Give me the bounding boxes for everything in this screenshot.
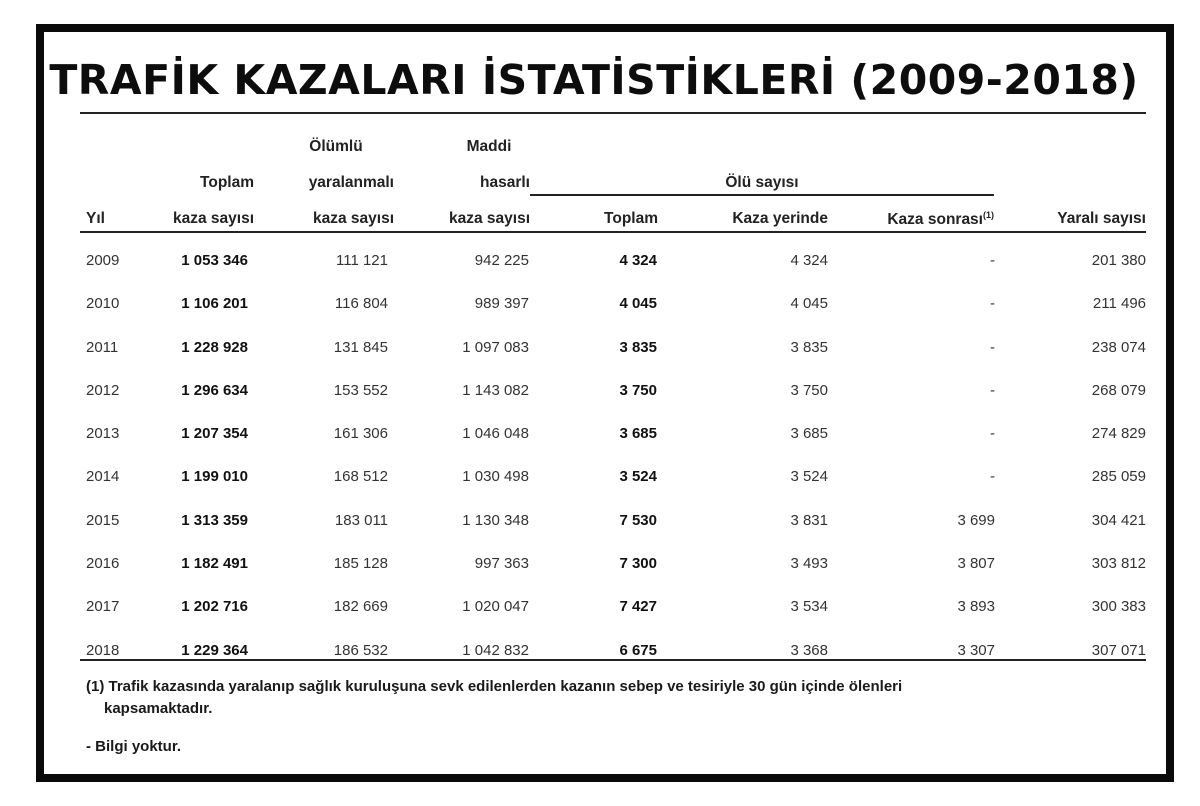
- table-row: [44, 286, 1154, 329]
- cell-year: 2009: [86, 252, 120, 269]
- table-row: [44, 503, 1154, 546]
- cell-toplam-kaza: 1 053 346: [181, 252, 248, 269]
- header-toplam-kaza-line1: Toplam: [200, 174, 254, 191]
- cell-yarali: 300 383: [1091, 598, 1146, 616]
- cell-olu-sonrasi: -: [990, 295, 995, 313]
- cell-yarali: 285 059: [1091, 468, 1146, 486]
- cell-olu-sonrasi: -: [990, 381, 995, 399]
- cell-olu-toplam: 7 300: [619, 555, 657, 573]
- header-rule: [80, 231, 1146, 233]
- cell-toplam-kaza: 1 229 364: [181, 641, 248, 659]
- cell-maddi-kaza: 997 363: [474, 555, 529, 573]
- olu-group-rule: [530, 194, 994, 196]
- cell-year: 2016: [86, 555, 120, 573]
- cell-yarali: 307 071: [1091, 641, 1146, 659]
- table-row: [44, 416, 1154, 459]
- cell-olu-sonrasi: -: [990, 338, 995, 356]
- page-title: TRAFİK KAZALARI İSTATİSTİKLERİ (2009-2018): [49, 56, 1139, 104]
- cell-year: 2014: [86, 468, 120, 486]
- cell-olu-sonrasi: -: [990, 252, 995, 269]
- table-row: [44, 546, 1154, 589]
- cell-olu-yerinde: 3 685: [790, 425, 828, 443]
- cell-olu-sonrasi: 3 699: [957, 511, 995, 529]
- cell-olu-yerinde: 3 835: [790, 338, 828, 356]
- cell-olu-yerinde: 3 493: [790, 555, 828, 573]
- cell-olu-toplam: 7 427: [619, 598, 657, 616]
- cell-toplam-kaza: 1 106 201: [181, 295, 248, 313]
- cell-maddi-kaza: 1 130 348: [462, 511, 529, 529]
- cell-olumlu-kaza: 182 669: [333, 598, 388, 616]
- table-body: [44, 243, 1154, 676]
- cell-maddi-kaza: 1 020 047: [462, 598, 529, 616]
- header-maddi-line2: hasarlı: [480, 174, 530, 191]
- table-bottom-rule: [80, 659, 1146, 661]
- cell-yarali: 268 079: [1091, 381, 1146, 399]
- cell-maddi-kaza: 1 143 082: [462, 381, 529, 399]
- cell-olumlu-kaza: 131 845: [333, 338, 388, 356]
- cell-olu-sonrasi: 3 307: [957, 641, 995, 659]
- cell-toplam-kaza: 1 182 491: [181, 555, 248, 573]
- cell-yarali: 211 496: [1092, 295, 1146, 313]
- cell-olu-yerinde: 3 750: [790, 381, 828, 399]
- cell-maddi-kaza: 1 042 832: [462, 641, 529, 659]
- cell-olu-yerinde: 3 524: [790, 468, 828, 486]
- header-maddi-line3: kaza sayısı: [448, 210, 530, 227]
- cell-year: 2017: [86, 598, 120, 616]
- cell-olu-toplam: 7 530: [619, 511, 657, 529]
- cell-olu-sonrasi: 3 807: [957, 555, 995, 573]
- cell-olu-yerinde: 4 324: [790, 252, 828, 269]
- cell-olumlu-kaza: 183 011: [334, 511, 388, 529]
- cell-olu-yerinde: 3 368: [790, 641, 828, 659]
- cell-year: 2018: [86, 641, 120, 659]
- header-olu-group: Ölü sayısı: [725, 174, 799, 191]
- header-olu-sonrasi: Kaza sonrası$^{(1)}$: [887, 210, 994, 229]
- header-maddi-line1: Maddi: [466, 138, 512, 155]
- footnote-1-line1: (1) Trafik kazasında yaralanıp sağlık kuruluşuna sevk edilenlerden kazanın sebep ve tesiriyle 30 gün içinde ölenleri: [86, 678, 903, 695]
- cell-olu-toplam: 4 324: [619, 252, 657, 269]
- cell-year: 2015: [86, 511, 120, 529]
- table-row: [44, 589, 1154, 632]
- cell-toplam-kaza: 1 207 354: [181, 425, 248, 443]
- footnote-ref: (1): [983, 210, 994, 220]
- cell-yarali: 303 812: [1091, 555, 1146, 573]
- cell-olumlu-kaza: 168 512: [333, 468, 388, 486]
- table-row: [44, 459, 1154, 502]
- cell-olu-toplam: 3 750: [619, 381, 657, 399]
- footnote-1-line2: kapsamaktadır.: [104, 700, 213, 717]
- cell-toplam-kaza: 1 199 010: [181, 468, 248, 486]
- cell-maddi-kaza: 1 097 083: [462, 338, 529, 356]
- table-row: [44, 243, 1154, 286]
- cell-olumlu-kaza: 186 532: [333, 641, 388, 659]
- cell-olu-sonrasi: -: [990, 425, 995, 443]
- document-frame: [36, 24, 1174, 782]
- cell-year: 2013: [86, 425, 120, 443]
- cell-olu-toplam: 3 835: [619, 338, 657, 356]
- cell-olu-sonrasi: -: [990, 468, 995, 486]
- footnote-2: - Bilgi yoktur.: [86, 738, 182, 755]
- header-yil: Yıl: [86, 210, 105, 227]
- cell-olumlu-kaza: 185 128: [333, 555, 388, 573]
- cell-olumlu-kaza: 111 121: [336, 252, 388, 269]
- cell-olu-yerinde: 4 045: [790, 295, 828, 313]
- table-row: [44, 373, 1154, 416]
- cell-olu-toplam: 3 685: [619, 425, 657, 443]
- cell-olumlu-kaza: 161 306: [333, 425, 388, 443]
- cell-olu-yerinde: 3 534: [790, 598, 828, 616]
- cell-olumlu-kaza: 116 804: [334, 295, 388, 313]
- title-rule: [80, 112, 1146, 114]
- cell-yarali: 201 380: [1091, 252, 1146, 269]
- header-olumlu-line1: Ölümlü: [309, 138, 363, 155]
- cell-olu-toplam: 4 045: [619, 295, 657, 313]
- header-yarali: Yaralı sayısı: [1057, 210, 1146, 227]
- cell-maddi-kaza: 1 030 498: [462, 468, 529, 486]
- cell-olumlu-kaza: 153 552: [333, 381, 388, 399]
- cell-olu-sonrasi: 3 893: [957, 598, 995, 616]
- cell-yarali: 238 074: [1091, 338, 1146, 356]
- cell-year: 2012: [86, 381, 120, 399]
- header-toplam-kaza-line2: kaza sayısı: [172, 210, 254, 227]
- cell-toplam-kaza: 1 313 359: [181, 511, 248, 529]
- cell-toplam-kaza: 1 228 928: [181, 338, 248, 356]
- cell-olu-toplam: 3 524: [619, 468, 657, 486]
- cell-year: 2011: [86, 338, 119, 356]
- cell-yarali: 274 829: [1091, 425, 1146, 443]
- cell-olu-toplam: 6 675: [619, 641, 657, 659]
- header-olumlu-line3: kaza sayısı: [312, 210, 394, 227]
- table-row: [44, 330, 1154, 373]
- cell-toplam-kaza: 1 202 716: [181, 598, 248, 616]
- cell-maddi-kaza: 989 397: [474, 295, 529, 313]
- header-olu-toplam: Toplam: [604, 210, 658, 227]
- cell-maddi-kaza: 1 046 048: [462, 425, 529, 443]
- table-row: [44, 633, 1154, 676]
- cell-maddi-kaza: 942 225: [474, 252, 529, 269]
- cell-year: 2010: [86, 295, 120, 313]
- header-olu-yerinde: Kaza yerinde: [732, 210, 828, 227]
- header-olumlu-line2: yaralanmalı: [308, 174, 394, 191]
- cell-yarali: 304 421: [1091, 511, 1146, 529]
- cell-toplam-kaza: 1 296 634: [181, 381, 248, 399]
- cell-olu-yerinde: 3 831: [790, 511, 828, 529]
